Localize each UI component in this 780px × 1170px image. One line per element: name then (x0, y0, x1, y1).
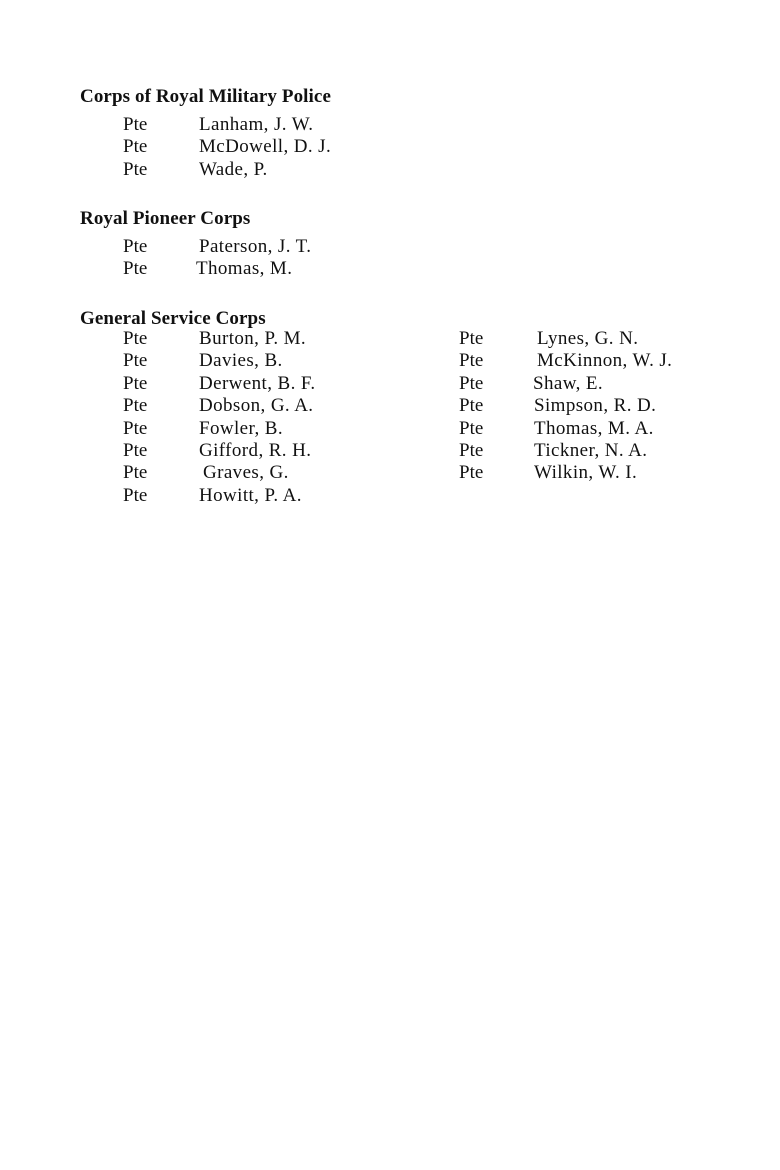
person-name: Dobson, G. A. (199, 395, 314, 417)
person-name: Paterson, J. T. (199, 236, 312, 257)
section-royal-pioneer-corps (80, 207, 740, 280)
person-name: Burton, P. M. (199, 328, 307, 349)
person-name: Gifford, R. H. (199, 440, 312, 461)
person-name: Lanham, J. W. (199, 114, 314, 135)
person-name: Fowler, B. (199, 417, 283, 439)
rank: Pte (123, 158, 148, 180)
section-royal-military-police (80, 85, 740, 180)
person-name: Tickner, N. A. (534, 440, 648, 461)
person-name: Derwent, B. F. (199, 372, 316, 394)
rank: Pte (123, 236, 148, 257)
section-heading: Corps of Royal Military Police (80, 86, 332, 107)
rank: Pte (123, 372, 148, 394)
rank: Pte (459, 462, 484, 484)
section-heading: Royal Pioneer Corps (80, 208, 251, 229)
person-name: Lynes, G. N. (537, 328, 639, 349)
person-name: Thomas, M. A. (534, 417, 654, 439)
rank: Pte (123, 350, 148, 372)
rank: Pte (123, 136, 148, 158)
person-name: Howitt, P. A. (199, 484, 302, 506)
person-name: Wade, P. (199, 158, 268, 180)
person-name: Thomas, M. (196, 258, 293, 280)
person-name: McKinnon, W. J. (537, 350, 673, 372)
section-heading: General Service Corps (80, 308, 266, 329)
rank: Pte (459, 395, 484, 417)
person-name: Davies, B. (199, 350, 283, 372)
rank: Pte (123, 484, 148, 506)
rank: Pte (123, 462, 148, 484)
rank: Pte (459, 328, 484, 349)
rank: Pte (459, 440, 484, 461)
rank: Pte (459, 417, 484, 439)
rank: Pte (459, 372, 484, 394)
section-general-service-corps (80, 307, 740, 506)
person-name: Simpson, R. D. (534, 395, 657, 417)
rank: Pte (123, 395, 148, 417)
rank: Pte (459, 350, 484, 372)
rank: Pte (123, 328, 148, 349)
rank: Pte (123, 258, 148, 280)
person-name: Wilkin, W. I. (534, 462, 638, 484)
person-name: Graves, G. (203, 462, 289, 484)
rank: Pte (123, 440, 148, 461)
person-name: Shaw, E. (533, 372, 604, 394)
person-name: McDowell, D. J. (199, 136, 332, 158)
rank: Pte (123, 417, 148, 439)
rank: Pte (123, 114, 148, 135)
